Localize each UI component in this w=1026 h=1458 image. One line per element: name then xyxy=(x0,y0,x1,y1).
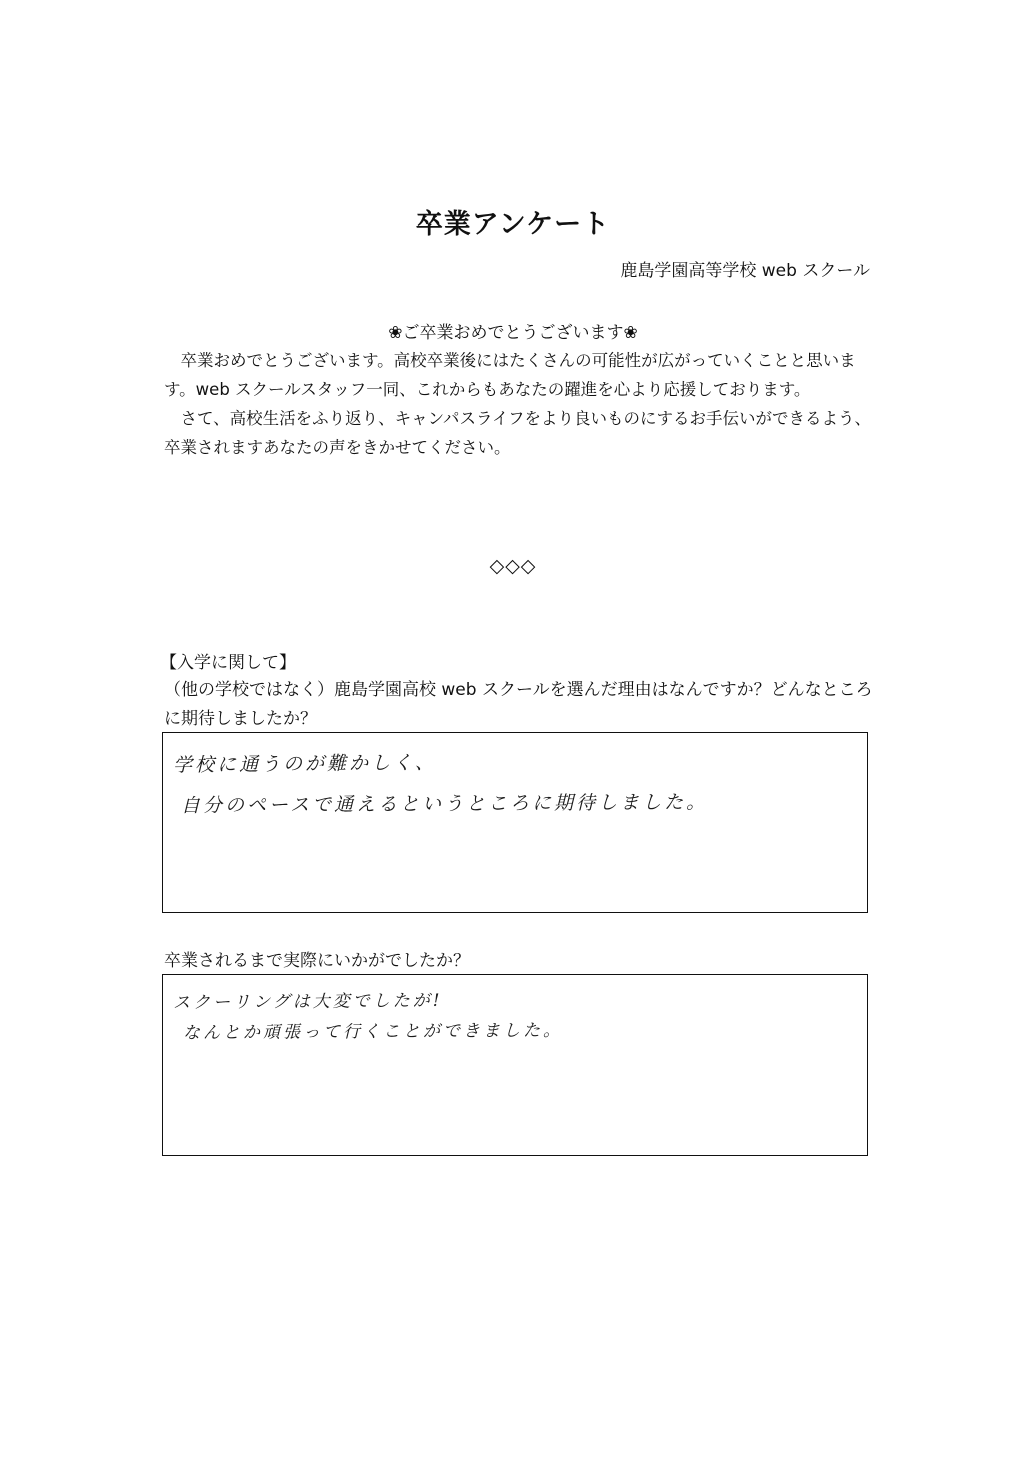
handwritten-answer-line: 自分のペースで通えるというところに期待しました。 xyxy=(180,791,709,817)
school-name: 鹿島学園高等学校 web スクール xyxy=(620,261,870,281)
answer-box-2[interactable] xyxy=(162,974,868,1156)
intro-text xyxy=(164,346,874,462)
handwritten-answer-line: 学校に通うのが難かしく、 xyxy=(172,751,437,777)
section-divider: ◇◇◇ xyxy=(489,555,537,577)
question-2: 卒業されるまで実際にいかがでしたか？ xyxy=(164,951,470,971)
greeting-title: ❀ご卒業おめでとうございます❀ xyxy=(388,323,638,343)
page-title: 卒業アンケート xyxy=(415,209,611,240)
handwritten-answer-line: スクーリングは大変でしたが! xyxy=(172,990,443,1014)
handwritten-answer-line: なんとか頑張って行くことができました。 xyxy=(182,1020,564,1044)
question-1: （他の学校ではなく）鹿島学園高校 web スクールを選んだ理由はなんですか？どんなところに期待しましたか？ xyxy=(164,680,873,729)
answer-box-1[interactable] xyxy=(162,732,868,913)
intro-paragraph: さて、高校生活をふり返り、キャンパスライフをより良いものにするお手伝いができるよう、卒業されますあなたの声をきかせてください。 xyxy=(164,409,872,457)
intro-paragraph: 卒業おめでとうございます。高校卒業後にはたくさんの可能性が広がっていくことと思います。web スクールスタッフ一同、これからもあなたの躍進を心より応援しております。 xyxy=(164,351,856,399)
section-heading: 【入学に関して】 xyxy=(160,653,296,673)
